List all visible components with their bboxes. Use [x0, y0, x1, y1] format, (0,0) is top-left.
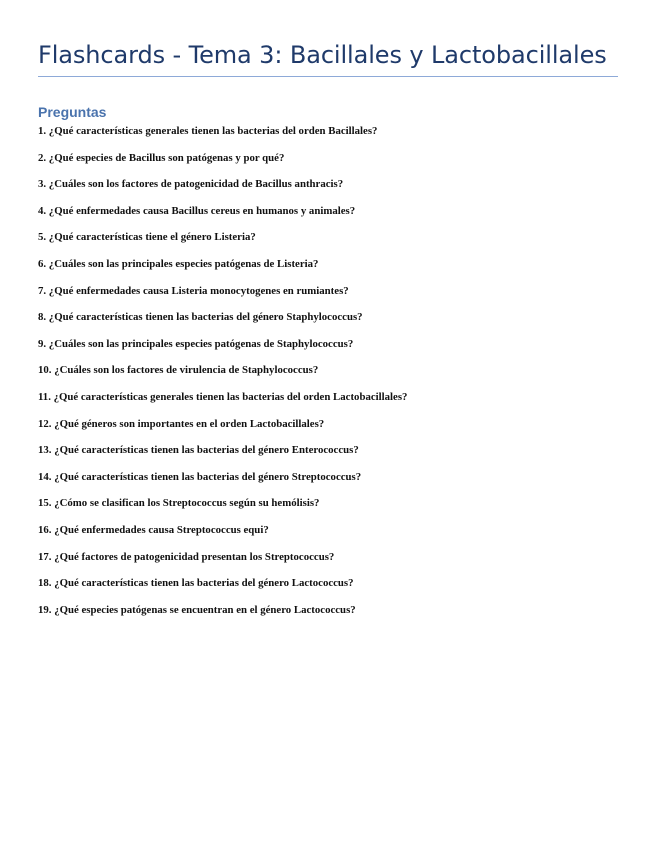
document-title: Flashcards - Tema 3: Bacillales y Lactobacillales [38, 41, 607, 69]
title-underline-rule [38, 76, 618, 77]
question-item: 6. ¿Cuáles son las principales especies patógenas de Listeria? [38, 257, 319, 270]
question-item: 15. ¿Cómo se clasifican los Streptococcus según su hemólisis? [38, 497, 320, 510]
question-item: 19. ¿Qué especies patógenas se encuentran en el género Lactococcus? [38, 603, 356, 616]
question-item: 4. ¿Qué enfermedades causa Bacillus cereus en humanos y animales? [38, 204, 356, 217]
question-item: 12. ¿Qué géneros son importantes en el orden Lactobacillales? [38, 417, 325, 430]
question-item: 16. ¿Qué enfermedades causa Streptococcus equi? [38, 523, 269, 536]
section-heading-preguntas: Preguntas [38, 104, 107, 120]
question-item: 13. ¿Qué características tienen las bacterias del género Enterococcus? [38, 444, 359, 457]
question-item: 9. ¿Cuáles son las principales especies patógenas de Staphylococcus? [38, 337, 354, 350]
question-item: 18. ¿Qué características tienen las bacterias del género Lactococcus? [38, 577, 354, 590]
question-item: 5. ¿Qué características tiene el género Listeria? [38, 231, 256, 244]
question-list [38, 124, 407, 629]
question-item: 11. ¿Qué características generales tienen las bacterias del orden Lactobacillales? [38, 390, 408, 403]
question-item: 14. ¿Qué características tienen las bacterias del género Streptococcus? [38, 470, 362, 483]
question-item: 3. ¿Cuáles son los factores de patogenicidad de Bacillus anthracis? [38, 178, 344, 191]
question-item: 7. ¿Qué enfermedades causa Listeria monocytogenes en rumiantes? [38, 284, 349, 297]
question-item: 8. ¿Qué características tienen las bacterias del género Staphylococcus? [38, 311, 363, 324]
question-item: 2. ¿Qué especies de Bacillus son patógenas y por qué? [38, 151, 285, 164]
question-item: 1. ¿Qué características generales tienen las bacterias del orden Bacillales? [38, 125, 378, 137]
question-item: 17. ¿Qué factores de patogenicidad presentan los Streptococcus? [38, 550, 335, 563]
question-item: 10. ¿Cuáles son los factores de virulencia de Staphylococcus? [38, 364, 319, 377]
